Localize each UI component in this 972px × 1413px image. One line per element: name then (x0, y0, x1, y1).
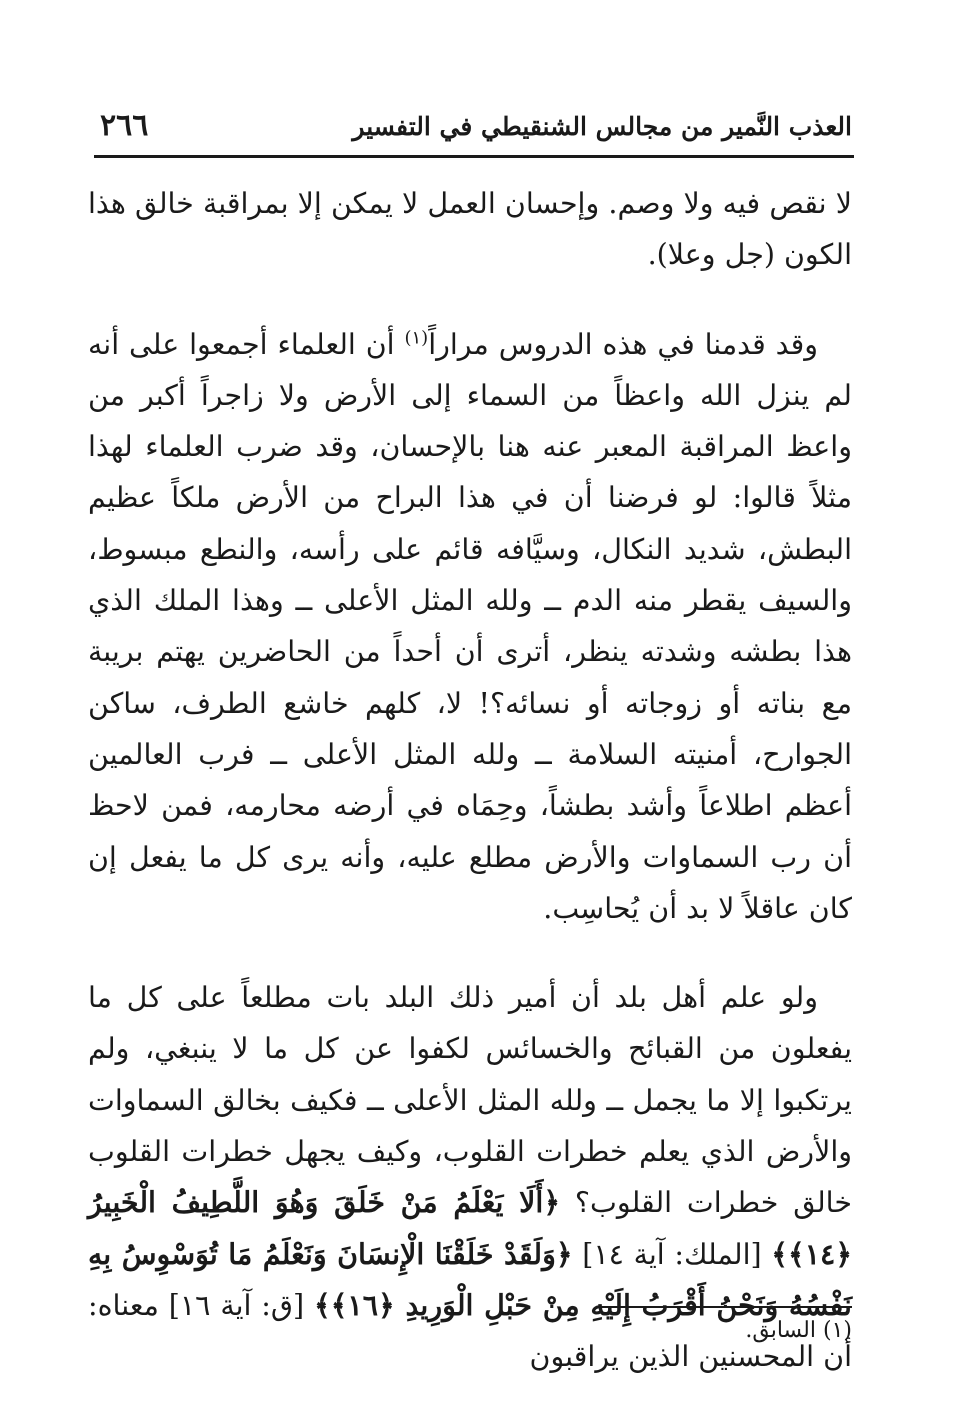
page-header (100, 108, 852, 148)
running-title: العذب النَّمير من مجالس الشنقيطي في التفسير (352, 112, 852, 141)
footnote-marker[interactable]: (١) (404, 327, 429, 349)
quran-verse-1: ﴿أَلَا يَعْلَمُ مَنْ خَلَقَ وَهُوَ اللَّطِيفُ الْخَبِيرُ ﴿١٤﴾﴾ (88, 1185, 853, 1271)
paragraph-2-lead: وقد قدمنا في هذه الدروس مراراً (428, 327, 818, 361)
paragraph-gap (88, 934, 852, 972)
header-rule (94, 155, 854, 158)
paragraph-2 (88, 319, 852, 935)
paragraph-3-lead: ولو علم أهل بلد أن أمير ذلك البلد بات مطلعاً على كل ما يفعلون من القبائح والخسائس لكفوا عن كل ما لا ينبغي، ولم يرتكبوا إلا ما يجمل ــ ولله المثل الأعلى ــ فكيف بخالق السماوات والأرض الذي يعلم خطرات القلوب، وكيف يجهل خطرات القلوب خالق خطرات القلوب؟ (88, 981, 852, 1220)
paragraph-2-body: أن العلماء أجمعوا على أنه لم ينزل الله واعظاً من السماء إلى الأرض ولا زاجراً أكبر من واعظ المراقبة المعبر عنه هنا بالإحسان، وقد ضرب العلماء لهذا مثلاً قالوا: لو فرضنا أن في هذا البراح من الأرض ملكاً عظيم البطش، شديد النكال، وسيَّافه قائم على رأسه، والنطع مبسوط، والسيف يقطر منه الدم ــ ولله المثل الأعلى ــ وهذا الملك الذي هذا بطشه وشدته ينظر، أترى أن أحداً من الحاضرين يهتم بريبة مع بناته أو زوجاته أو نسائه؟! لا، كلهم خاشع الطرف، ساكن الجوارح، أمنيته السلامة ــ ولله المثل الأعلى ــ فرب العالمين أعظم اطلاعاً وأشد بطشاً، وحِمَاه في أرضه محارمه، فمن لاحظ أن رب السماوات والأرض مطلع عليه، وأنه يرى كل ما يفعل إن كان عاقلاً لا بد أن يُحاسِب. (88, 327, 852, 925)
footnote: (١) السابق. (745, 1318, 852, 1343)
main-text (88, 178, 852, 1383)
verse-2-citation: [ق: آية ١٦] معناه: أن المحسنين الذين يراقبون (88, 1288, 852, 1374)
paragraph-gap (88, 281, 852, 319)
footnote-rule (597, 1306, 852, 1308)
page-number: ٢٦٦ (100, 108, 149, 143)
quran-verse-2: ﴿وَلَقَدْ خَلَقْنَا الْإِنسَانَ وَنَعْلَمُ مَا تُوَسْوِسُ بِهِ نَفْسُهُ وَنَحْنُ أَقْرَبُ إِلَيْهِ مِنْ حَبْلِ الْوَرِيدِ ﴿١٦﴾﴾ (88, 1236, 852, 1322)
verse-1-citation: [الملك: آية ١٤] (572, 1237, 772, 1271)
paragraph-1: لا نقص فيه ولا وصم. وإحسان العمل لا يمكن إلا بمراقبة خالق هذا الكون (جل وعلا). (88, 187, 852, 272)
